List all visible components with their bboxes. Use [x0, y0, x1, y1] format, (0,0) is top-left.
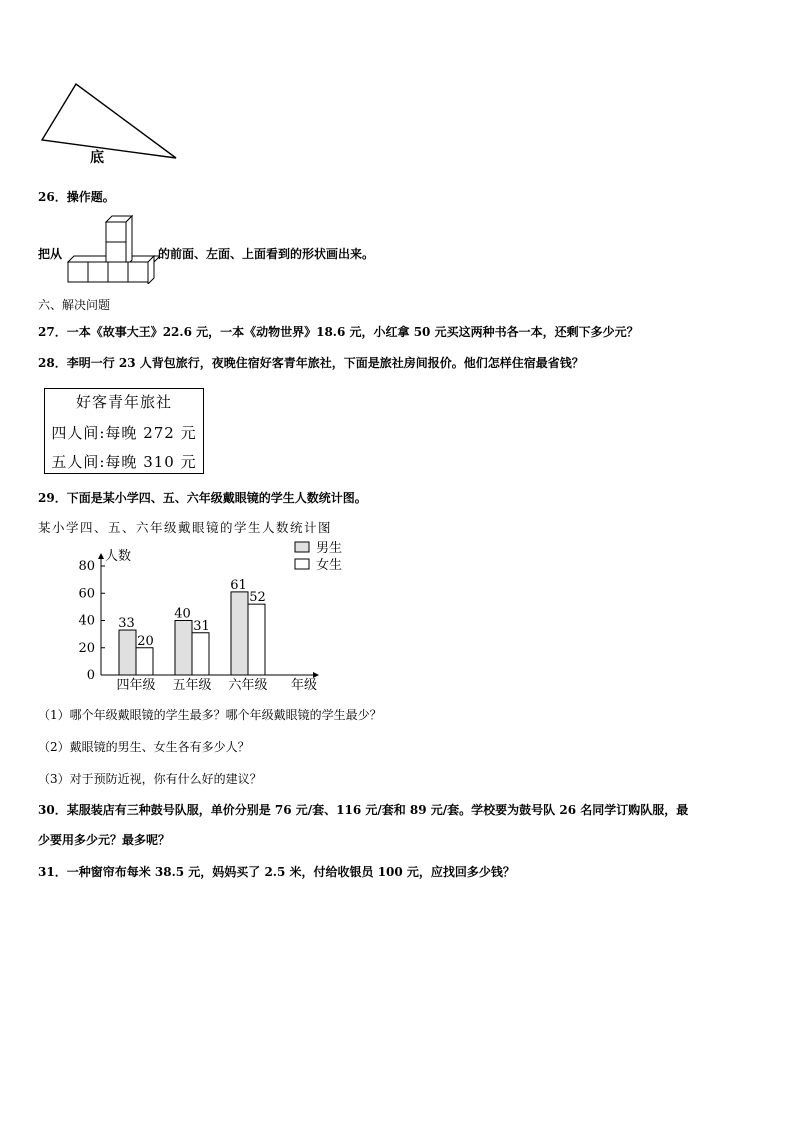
- y-tick-label: 40: [78, 613, 95, 629]
- x-tick-label: 四年级: [116, 678, 156, 693]
- legend-swatch-male: [295, 542, 309, 552]
- q31-text: 31．一种窗帘布每米 38.5 元，妈妈买了 2.5 米，付给收银员 100 元，应找回多少钱？: [38, 865, 515, 879]
- q29-sub2: （2）戴眼镜的男生、女生各有多少人？: [38, 740, 250, 754]
- x-axis-label: 年级: [290, 678, 318, 693]
- price-row-four: 四人间:每晚 272 元: [51, 424, 197, 442]
- q29-sub1: （1）哪个年级戴眼镜的学生最多？哪个年级戴眼镜的学生最少？: [38, 708, 382, 722]
- x-tick-label: 六年级: [228, 678, 268, 693]
- section-title: 六、解决问题: [38, 298, 111, 312]
- price-row-five: 五人间:每晚 310 元: [51, 453, 197, 471]
- legend-label-female: 女生: [316, 558, 343, 573]
- y-axis-label: 人数: [105, 549, 132, 564]
- bar-female: [192, 633, 209, 675]
- data-label: 52: [249, 590, 266, 606]
- cube-stack-figure: [64, 212, 160, 284]
- bar-chart: [38, 538, 378, 696]
- y-tick-label: 0: [86, 668, 95, 683]
- data-label: 61: [230, 577, 247, 593]
- legend-swatch-female: [295, 559, 309, 569]
- q27-text: 27．一本《故事大王》22.6 元，一本《动物世界》18.6 元，小红拿 50 元买这两种书各一本，还剩下多少元？: [38, 325, 639, 339]
- triangle-figure: [36, 78, 186, 168]
- q29-sub3: （3）对于预防近视，你有什么好的建议？: [38, 772, 262, 786]
- y-tick-label: 80: [78, 559, 95, 574]
- data-label: 40: [174, 606, 191, 622]
- q29-text: 29．下面是某小学四、五、六年级戴眼镜的学生人数统计图。: [38, 491, 367, 505]
- bar-male: [175, 621, 192, 676]
- q26-suffix: 的前面、左面、上面看到的形状画出来。: [158, 247, 375, 261]
- x-tick-label: 五年级: [172, 678, 212, 693]
- data-label: 31: [193, 618, 210, 634]
- y-axis-arrow: [98, 553, 104, 559]
- y-tick-label: 20: [78, 640, 95, 656]
- q26-header: 26．操作题。: [38, 190, 115, 204]
- q26-prefix: 把从: [38, 247, 63, 261]
- data-label: 20: [137, 633, 154, 649]
- bar-female: [136, 648, 153, 675]
- triangle-shape: [42, 84, 176, 158]
- bar-female: [248, 604, 265, 675]
- price-table: [44, 388, 204, 474]
- legend-label-male: 男生: [316, 541, 343, 556]
- q30-line1: 30．某服装店有三种鼓号队服，单价分别是 76 元/套、116 元/套和 89 元/套。学校要为鼓号队 26 名同学订购队服，最: [38, 803, 689, 817]
- data-label: 33: [118, 616, 135, 632]
- q28-text: 28．李明一行 23 人背包旅行，夜晚住宿好客青年旅社，下面是旅社房间报价。他们怎样住宿最省钱？: [38, 356, 584, 370]
- y-tick-label: 60: [78, 586, 95, 602]
- bar-male: [119, 630, 136, 675]
- triangle-base-label: 底: [90, 150, 104, 166]
- q30-line2: 少要用多少元？最多呢？: [38, 833, 171, 847]
- price-table-title: 好客青年旅社: [75, 393, 172, 411]
- bar-male: [231, 592, 248, 675]
- chart-title: 某小学四、五、六年级戴眼镜的学生人数统计图: [38, 520, 333, 535]
